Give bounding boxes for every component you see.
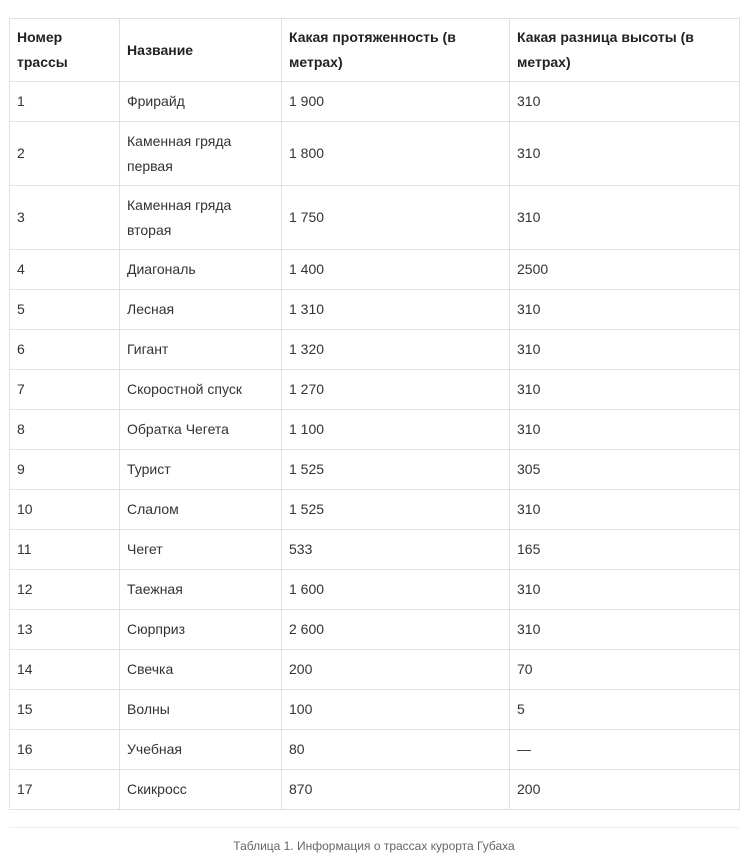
cell-length: 1 310 <box>282 290 510 330</box>
cell-length: 1 525 <box>282 490 510 530</box>
cell-trail-number: 14 <box>10 650 120 690</box>
header-trail-number: Номер трассы <box>10 19 120 82</box>
cell-name: Учебная <box>120 730 282 770</box>
cell-elevation: 310 <box>510 330 740 370</box>
table-row <box>10 530 740 570</box>
cell-elevation: 310 <box>510 82 740 122</box>
cell-name: Каменная гряда вторая <box>120 186 282 250</box>
caption-divider <box>9 827 739 828</box>
cell-length: 1 750 <box>282 186 510 250</box>
cell-trail-number: 16 <box>10 730 120 770</box>
table-row <box>10 450 740 490</box>
cell-length: 80 <box>282 730 510 770</box>
cell-name: Чегет <box>120 530 282 570</box>
table-row <box>10 82 740 122</box>
cell-length: 1 270 <box>282 370 510 410</box>
table-row <box>10 330 740 370</box>
table-row <box>10 370 740 410</box>
cell-trail-number: 9 <box>10 450 120 490</box>
cell-elevation: 2500 <box>510 250 740 290</box>
cell-length: 1 900 <box>282 82 510 122</box>
table-row <box>10 490 740 530</box>
cell-name: Скоростной спуск <box>120 370 282 410</box>
cell-name: Лесная <box>120 290 282 330</box>
table-row <box>10 690 740 730</box>
cell-length: 870 <box>282 770 510 810</box>
cell-elevation: 310 <box>510 290 740 330</box>
header-name: Название <box>120 19 282 82</box>
cell-length: 533 <box>282 530 510 570</box>
cell-name: Фрирайд <box>120 82 282 122</box>
cell-length: 200 <box>282 650 510 690</box>
table-row <box>10 410 740 450</box>
cell-name: Волны <box>120 690 282 730</box>
cell-elevation: 310 <box>510 410 740 450</box>
cell-elevation: 165 <box>510 530 740 570</box>
cell-elevation: 310 <box>510 570 740 610</box>
header-elevation-difference: Какая разница высоты (в метрах) <box>510 19 740 82</box>
cell-name: Скикросс <box>120 770 282 810</box>
table-row <box>10 770 740 810</box>
cell-elevation: 5 <box>510 690 740 730</box>
cell-trail-number: 11 <box>10 530 120 570</box>
header-length: Какая протяженность (в метрах) <box>282 19 510 82</box>
cell-elevation: 70 <box>510 650 740 690</box>
cell-elevation: 200 <box>510 770 740 810</box>
cell-name: Таежная <box>120 570 282 610</box>
cell-name: Диагональ <box>120 250 282 290</box>
cell-length: 1 400 <box>282 250 510 290</box>
table-caption: Таблица 1. Информация о трассах курорта Губаха <box>233 839 515 853</box>
cell-trail-number: 6 <box>10 330 120 370</box>
table-row <box>10 570 740 610</box>
cell-trail-number: 1 <box>10 82 120 122</box>
cell-trail-number: 12 <box>10 570 120 610</box>
cell-name: Свечка <box>120 650 282 690</box>
cell-length: 2 600 <box>282 610 510 650</box>
table-header-row <box>10 19 740 82</box>
cell-elevation: 310 <box>510 370 740 410</box>
cell-length: 1 100 <box>282 410 510 450</box>
cell-name: Сюрприз <box>120 610 282 650</box>
table-row <box>10 610 740 650</box>
cell-name: Гигант <box>120 330 282 370</box>
cell-trail-number: 7 <box>10 370 120 410</box>
table-row <box>10 186 740 250</box>
cell-trail-number: 4 <box>10 250 120 290</box>
cell-trail-number: 10 <box>10 490 120 530</box>
trails-table <box>9 18 740 810</box>
table-row <box>10 290 740 330</box>
cell-length: 1 600 <box>282 570 510 610</box>
cell-name: Обратка Чегета <box>120 410 282 450</box>
cell-trail-number: 8 <box>10 410 120 450</box>
cell-name: Каменная гряда первая <box>120 122 282 186</box>
table-row <box>10 122 740 186</box>
cell-elevation: 310 <box>510 490 740 530</box>
cell-trail-number: 3 <box>10 186 120 250</box>
cell-elevation: 305 <box>510 450 740 490</box>
cell-length: 100 <box>282 690 510 730</box>
table-row <box>10 730 740 770</box>
cell-trail-number: 17 <box>10 770 120 810</box>
cell-trail-number: 5 <box>10 290 120 330</box>
cell-name: Слалом <box>120 490 282 530</box>
table-row <box>10 650 740 690</box>
table-row <box>10 250 740 290</box>
cell-trail-number: 13 <box>10 610 120 650</box>
cell-name: Турист <box>120 450 282 490</box>
cell-length: 1 525 <box>282 450 510 490</box>
cell-elevation: 310 <box>510 122 740 186</box>
cell-elevation: 310 <box>510 610 740 650</box>
cell-length: 1 320 <box>282 330 510 370</box>
cell-elevation: 310 <box>510 186 740 250</box>
cell-elevation: — <box>510 730 740 770</box>
trails-table-container <box>9 18 739 810</box>
cell-trail-number: 2 <box>10 122 120 186</box>
cell-trail-number: 15 <box>10 690 120 730</box>
cell-length: 1 800 <box>282 122 510 186</box>
